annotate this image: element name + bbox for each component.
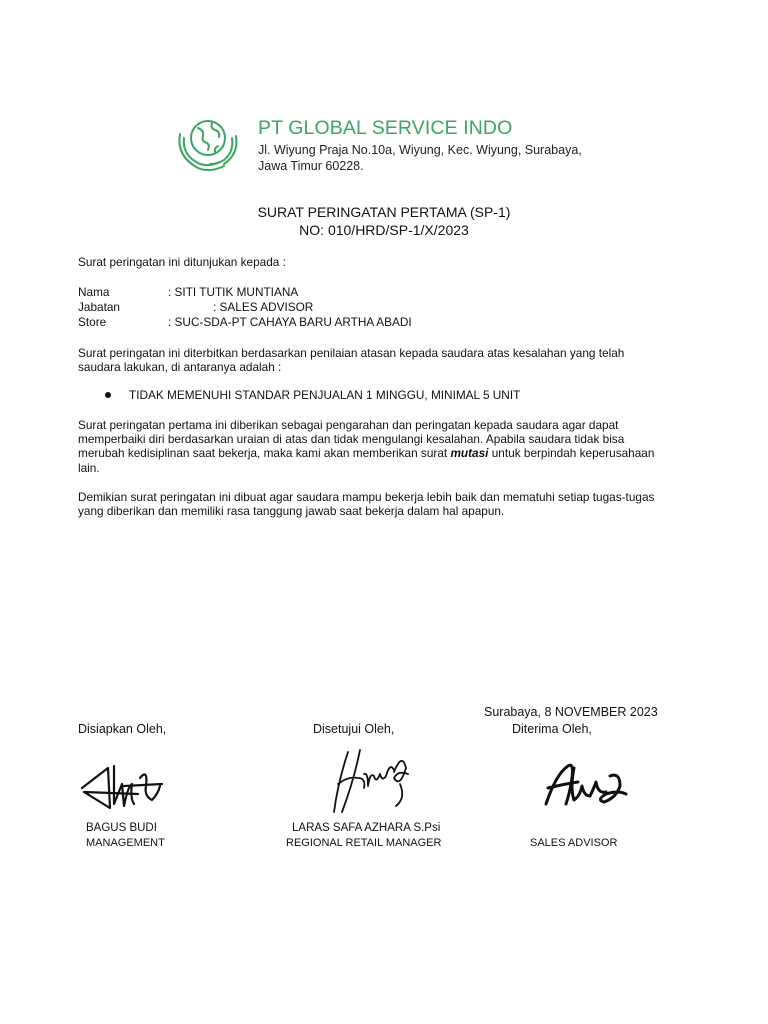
received-by-role: SALES ADVISOR bbox=[530, 837, 618, 849]
closing-line-1: Demikian surat peringatan ini dibuat agar saudara mampu bekerja lebih baik dan mematuhi setiap tugas-tugas bbox=[78, 490, 655, 504]
closing-line-2: yang diberikan dan memiliki rasa tanggung jawab saat bekerja dalam hal apapun. bbox=[78, 504, 505, 519]
field-value: : SUC-SDA-PT CAHAYA BARU ARTHA ABADI bbox=[168, 315, 412, 329]
signature-prepared bbox=[78, 758, 168, 814]
body-line-3 bbox=[78, 446, 698, 460]
body-line-1: Surat peringatan pertama ini diberikan sebagai pengarahan dan peringatan kepada saudara agar dapat bbox=[78, 418, 619, 432]
body-line-3-post: untuk berpindah keperusahaan bbox=[488, 446, 655, 461]
field-label: Nama bbox=[78, 285, 110, 299]
field-value: : SITI TUTIK MUNTIANA bbox=[168, 285, 299, 299]
prepared-by-role: MANAGEMENT bbox=[86, 837, 165, 849]
mutasi-emphasis: mutasi bbox=[450, 446, 489, 461]
address-line-2: Jawa Timur 60228. bbox=[258, 158, 364, 173]
body-line-2: memperbaiki diri berdasarkan uraian di atas dan tidak mengulangi kesalahan. Apabila saudara tidak bisa bbox=[78, 432, 625, 447]
violation-text: TIDAK MEMENUHI STANDAR PENJUALAN 1 MINGGU, MINIMAL 5 UNIT bbox=[129, 388, 521, 402]
reason-intro-line-1: Surat peringatan ini diterbitkan berdasarkan penilaian atasan kepada saudara atas kesalahan yang telah bbox=[78, 346, 625, 360]
body-paragraph bbox=[78, 418, 698, 475]
closing-paragraph bbox=[78, 490, 698, 518]
prepared-by-name: BAGUS BUDI bbox=[86, 822, 157, 834]
letter-number: NO: 010/HRD/SP-1/X/2023 bbox=[299, 222, 469, 238]
prepared-by-heading: Disiapkan Oleh, bbox=[78, 722, 167, 736]
address-line-1: Jl. Wiyung Praja No.10a, Wiyung, Kec. Wiyung, Surabaya, bbox=[258, 143, 582, 157]
signature-received bbox=[538, 758, 634, 814]
company-address bbox=[258, 143, 618, 174]
approved-by-role: REGIONAL RETAIL MANAGER bbox=[286, 837, 442, 849]
field-label: Store bbox=[78, 315, 107, 329]
signature-approved bbox=[328, 744, 414, 818]
place-date: Surabaya, 8 NOVEMBER 2023 bbox=[484, 705, 658, 719]
approved-by-name: LARAS SAFA AZHARA S.Psi bbox=[292, 822, 441, 834]
globe-in-hands-icon bbox=[174, 108, 242, 176]
intro-text: Surat peringatan ini ditunjukan kepada : bbox=[78, 255, 286, 269]
field-value: : SALES ADVISOR bbox=[213, 300, 314, 314]
company-name: PT GLOBAL SERVICE INDO bbox=[258, 117, 513, 139]
approved-by-heading: Disetujui Oleh, bbox=[313, 722, 395, 736]
received-by-heading: Diterima Oleh, bbox=[512, 722, 592, 736]
letter-title: SURAT PERINGATAN PERTAMA (SP-1) bbox=[257, 204, 511, 220]
body-line-3-pre: merubah kedisiplinan saat bekerja, maka kami akan memberikan surat bbox=[78, 446, 451, 461]
body-line-4: lain. bbox=[78, 460, 100, 475]
reason-intro-line-2: saudara lakukan, di antaranya adalah : bbox=[78, 360, 282, 375]
bullet-icon bbox=[105, 392, 111, 398]
field-label: Jabatan bbox=[78, 300, 120, 314]
reason-intro bbox=[78, 346, 698, 374]
